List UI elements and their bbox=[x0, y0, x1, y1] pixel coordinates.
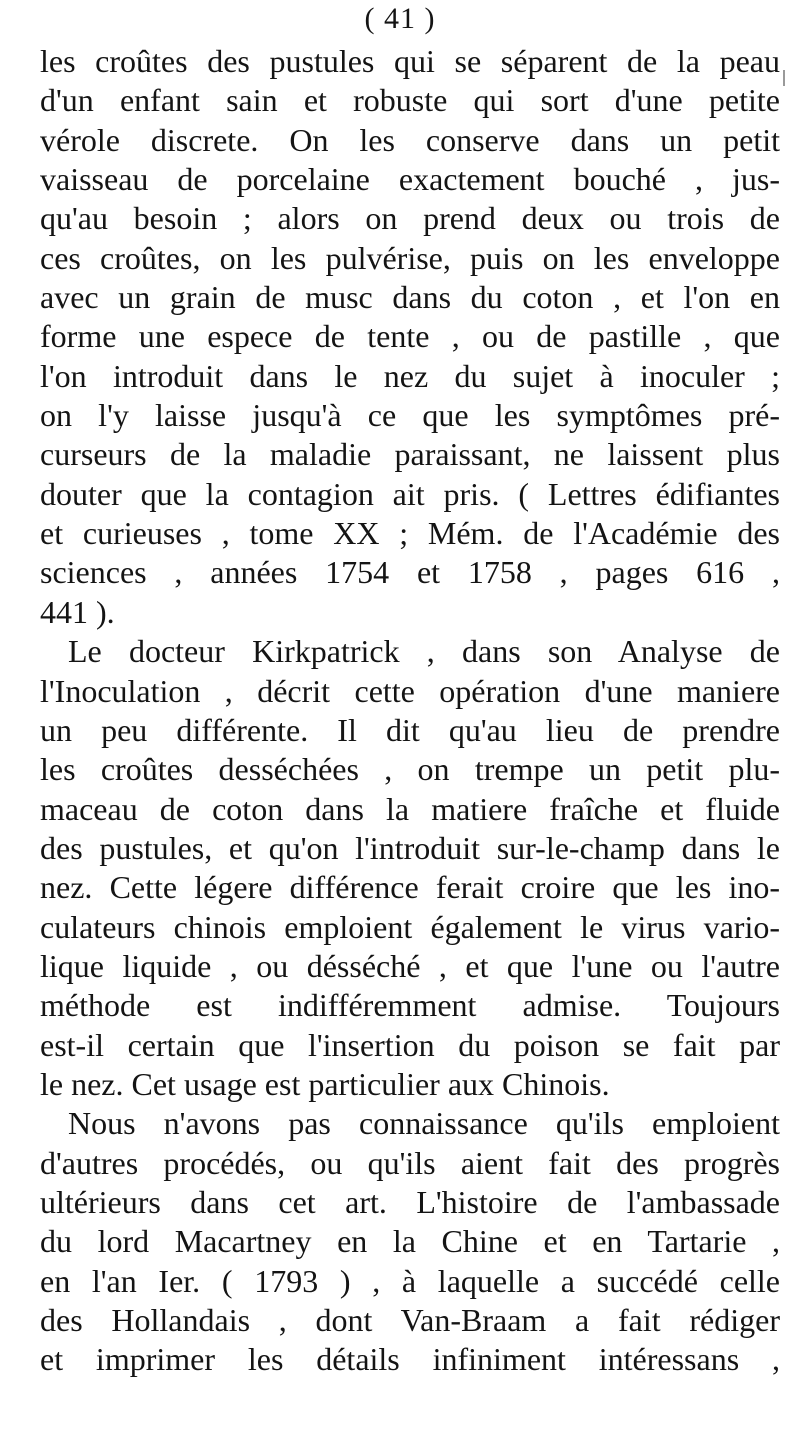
text-line: forme une espece de tente , ou de pastille , que bbox=[40, 318, 780, 355]
text-line: 441 ). bbox=[40, 593, 115, 630]
text-line: culateurs chinois emploient également le virus vario- bbox=[40, 908, 780, 945]
text-line: du lord Macartney en la Chine et en Tartarie , bbox=[40, 1223, 780, 1260]
text-line: avec un grain de musc dans du coton , et l'on en bbox=[40, 279, 780, 316]
paragraph-start-line: Nous n'avons pas connaissance qu'ils emploient bbox=[68, 1105, 780, 1142]
text-line: méthode est indifféremment admise. Toujours bbox=[40, 987, 780, 1024]
scan-edge-mark bbox=[783, 70, 785, 86]
text-line: vaisseau de porcelaine exactement bouché , jus- bbox=[40, 161, 780, 198]
text-line: ultérieurs dans cet art. L'histoire de l'ambassade bbox=[40, 1183, 780, 1220]
text-line: douter que la contagion ait pris. ( Lettres édifiantes bbox=[40, 475, 780, 512]
text-line: d'un enfant sain et robuste qui sort d'une petite bbox=[40, 82, 780, 119]
text-line: est-il certain que l'insertion du poison se fait par bbox=[40, 1026, 780, 1063]
text-line: curseurs de la maladie paraissant, ne laissent plus bbox=[40, 436, 780, 473]
text-line: et curieuses , tome XX ; Mém. de l'Académie des bbox=[40, 515, 780, 552]
text-line: d'autres procédés, ou qu'ils aient fait des progrès bbox=[40, 1144, 780, 1181]
text-line: des Hollandais , dont Van-Braam a fait rédiger bbox=[40, 1302, 780, 1338]
text-line: un peu différente. Il dit qu'au lieu de prendre bbox=[40, 711, 780, 748]
text-line: sciences , années 1754 et 1758 , pages 616 , bbox=[40, 554, 780, 591]
text-line: maceau de coton dans la matiere fraîche et fluide bbox=[40, 790, 780, 827]
text-line: des pustules, et qu'on l'introduit sur-le-champ dans le bbox=[40, 829, 780, 866]
body-text bbox=[40, 42, 780, 1380]
text-line: en l'an Ier. ( 1793 ) , à laquelle a succédé celle bbox=[40, 1262, 780, 1299]
text-line: l'on introduit dans le nez du sujet à inoculer ; bbox=[40, 357, 780, 394]
text-line: vérole discrete. On les conserve dans un petit bbox=[40, 121, 780, 158]
text-line: le nez. Cet usage est particulier aux Chinois. bbox=[40, 1065, 610, 1102]
text-line: l'Inoculation , décrit cette opération d'une maniere bbox=[40, 672, 780, 709]
text-line: ces croûtes, on les pulvérise, puis on les enveloppe bbox=[40, 239, 780, 276]
paragraph-start-line: Le docteur Kirkpatrick , dans son Analyse de bbox=[68, 633, 780, 670]
text-line: nez. Cette légere différence ferait croire que les ino- bbox=[40, 869, 780, 906]
text-line: les croûtes desséchées , on trempe un petit plu- bbox=[40, 751, 780, 788]
text-line: lique liquide , ou désséché , et que l'une ou l'autre bbox=[40, 947, 780, 984]
text-line: les croûtes des pustules qui se séparent de la peau bbox=[40, 43, 780, 79]
text-line: qu'au besoin ; alors on prend deux ou trois de bbox=[40, 200, 780, 237]
text-line: et imprimer les détails infiniment intéressans , bbox=[40, 1341, 780, 1378]
text-line: on l'y laisse jusqu'à ce que les symptômes pré- bbox=[40, 397, 780, 434]
page-number: ( 41 ) bbox=[364, 2, 436, 35]
